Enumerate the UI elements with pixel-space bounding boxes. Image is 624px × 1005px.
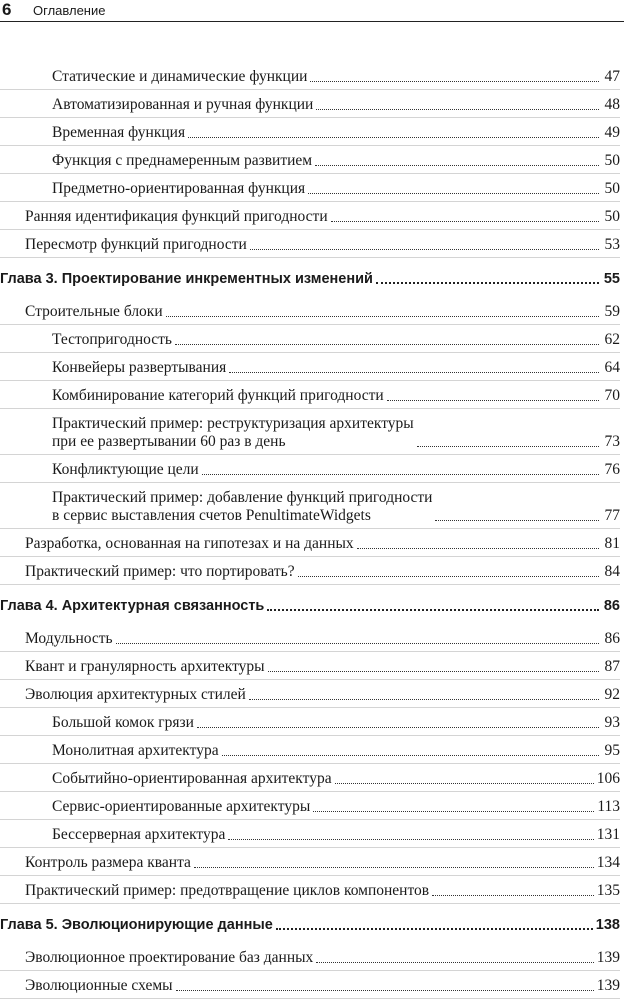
toc-entry-title: Предметно-ориентированная функция (52, 180, 306, 197)
toc-entry[interactable] (0, 854, 620, 876)
toc-entry-page-number: 59 (604, 303, 620, 320)
dot-leader (228, 839, 593, 840)
toc-entry[interactable] (0, 180, 620, 202)
toc-entry[interactable] (0, 770, 620, 792)
dot-leader (116, 643, 599, 644)
toc-entry-title: Временная функция (52, 124, 186, 141)
dot-leader (176, 990, 594, 991)
toc-entry[interactable] (0, 882, 620, 904)
toc-entry-page-number: 93 (604, 714, 620, 731)
toc-entry[interactable] (0, 489, 620, 529)
running-title: Оглавление (33, 3, 106, 18)
toc-entry-title: Монолитная архитектура (52, 742, 219, 759)
toc-entry-page-number: 47 (604, 68, 620, 85)
dot-leader (298, 576, 599, 577)
toc-entry-page-number: 50 (604, 180, 620, 197)
toc-entry[interactable] (0, 686, 620, 708)
toc-entry[interactable] (0, 798, 620, 820)
toc-entry-page-number: 53 (604, 236, 620, 253)
toc-entry-title: Эволюционные схемы (25, 977, 173, 994)
toc-entry-title: Тестопригодность (52, 331, 172, 348)
dot-leader (376, 282, 599, 284)
toc-entry-page-number: 76 (604, 461, 620, 478)
toc-entry[interactable] (0, 236, 620, 258)
toc-entry-title: Конфликтующие цели (52, 461, 199, 478)
toc-entry[interactable] (0, 535, 620, 557)
header-rule (0, 21, 624, 22)
toc-entry-title: Ранняя идентификация функций пригодности (25, 208, 328, 225)
toc-entry-title: Контроль размера кванта (25, 854, 191, 871)
dot-leader (417, 446, 599, 447)
toc-entry-page-number: 113 (597, 798, 620, 815)
dot-leader (432, 895, 594, 896)
toc-entry-page-number: 84 (604, 563, 620, 580)
toc-entry[interactable] (0, 124, 620, 146)
toc-entry-page-number: 86 (603, 598, 620, 614)
toc-entry-title: Практический пример: предотвращение циклов компонентов (25, 882, 430, 899)
toc-entry-title: Пересмотр функций пригодности (25, 236, 247, 253)
dot-leader (197, 727, 599, 728)
page-number: 6 (2, 0, 12, 19)
toc-entry-title: Глава 5. Эволюционирующие данные (0, 917, 273, 933)
toc-entry-page-number: 95 (604, 742, 620, 759)
toc-entry-title: Строительные блоки (25, 303, 163, 320)
dot-leader (175, 344, 599, 345)
toc-entry-page-number: 62 (604, 331, 620, 348)
dot-leader (316, 109, 599, 110)
toc-entry-title: Бессерверная архитектура (52, 826, 226, 843)
toc-entry[interactable] (0, 658, 620, 680)
toc-entry-title: Эволюция архитектурных стилей (25, 686, 246, 703)
toc-chapter-entry[interactable] (0, 916, 620, 937)
dot-leader (188, 137, 599, 138)
toc-entry-page-number: 134 (596, 854, 620, 871)
toc-chapter-entry[interactable] (0, 597, 620, 618)
toc-entry-title: Комбинирование категорий функций пригодности (52, 387, 384, 404)
dot-leader (202, 474, 599, 475)
toc-entry-page-number: 92 (604, 686, 620, 703)
toc-entry-title: Эволюционное проектирование баз данных (25, 949, 314, 966)
toc-entry-title: Практический пример: реструктуризация архитектуры при ее развертывании 60 раз в день (52, 415, 414, 450)
toc-entry[interactable] (0, 630, 620, 652)
dot-leader (313, 811, 594, 812)
toc-entry-page-number: 106 (596, 770, 620, 787)
dot-leader (249, 699, 599, 700)
toc-entry-page-number: 49 (604, 124, 620, 141)
toc-entry-title: Модульность (25, 630, 113, 647)
dot-leader (222, 755, 599, 756)
dot-leader (331, 221, 599, 222)
toc-entry-page-number: 86 (604, 630, 620, 647)
toc-entry[interactable] (0, 826, 620, 848)
dot-leader (166, 316, 599, 317)
toc-entry-page-number: 139 (596, 977, 620, 994)
toc-entry[interactable] (0, 415, 620, 455)
toc-entry-page-number: 50 (604, 152, 620, 169)
toc-entry-page-number: 135 (596, 882, 620, 899)
toc-entry-title: Практический пример: добавление функций пригодности в сервис выставления счетов PenultimateWidgets (52, 489, 433, 524)
toc-entry[interactable] (0, 387, 620, 409)
dot-leader (315, 165, 599, 166)
toc-chapter-entry[interactable] (0, 270, 620, 291)
toc-entry[interactable] (0, 742, 620, 764)
toc-entry-title: Разработка, основанная на гипотезах и на данных (25, 535, 354, 552)
dot-leader (308, 193, 599, 194)
toc-entry[interactable] (0, 208, 620, 230)
toc-entry-title: Сервис-ориентированные архитектуры (52, 798, 311, 815)
toc-entry-page-number: 73 (604, 433, 620, 450)
table-of-contents (0, 68, 620, 1005)
toc-entry-page-number: 81 (604, 535, 620, 552)
toc-entry[interactable] (0, 714, 620, 736)
dot-leader (435, 520, 599, 521)
toc-entry-page-number: 64 (604, 359, 620, 376)
toc-entry-title: Событийно-ориентированная архитектура (52, 770, 332, 787)
toc-entry[interactable] (0, 461, 620, 483)
toc-entry-title: Статические и динамические функции (52, 68, 308, 85)
toc-entry-title: Глава 4. Архитектурная связанность (0, 598, 265, 614)
toc-entry-page-number: 50 (604, 208, 620, 225)
toc-entry[interactable] (0, 152, 620, 174)
toc-entry[interactable] (0, 96, 620, 118)
dot-leader (316, 962, 593, 963)
dot-leader (357, 548, 599, 549)
toc-entry-title: Автоматизированная и ручная функции (52, 96, 314, 113)
dot-leader (268, 671, 599, 672)
toc-entry[interactable] (0, 68, 620, 90)
dot-leader (250, 249, 599, 250)
toc-entry-page-number: 139 (596, 949, 620, 966)
toc-entry-page-number: 70 (604, 387, 620, 404)
toc-entry[interactable] (0, 949, 620, 971)
dot-leader (387, 400, 599, 401)
page-header (0, 0, 624, 22)
dot-leader (335, 783, 594, 784)
toc-entry-title: Конвейеры развертывания (52, 359, 227, 376)
toc-entry-title: Квант и гранулярность архитектуры (25, 658, 265, 675)
toc-entry-title: Практический пример: что портировать? (25, 563, 295, 580)
dot-leader (229, 372, 599, 373)
toc-entry-page-number: 77 (604, 507, 620, 524)
dot-leader (194, 867, 594, 868)
dot-leader (267, 609, 599, 611)
dot-leader (276, 928, 593, 930)
toc-entry[interactable] (0, 359, 620, 381)
toc-entry-title: Большой комок грязи (52, 714, 194, 731)
toc-entry-title: Глава 3. Проектирование инкрементных изменений (0, 271, 373, 287)
toc-entry-page-number: 87 (604, 658, 620, 675)
toc-entry[interactable] (0, 563, 620, 585)
toc-entry-title: Функция с преднамеренным развитием (52, 152, 313, 169)
toc-entry[interactable] (0, 331, 620, 353)
toc-entry-page-number: 48 (604, 96, 620, 113)
toc-entry-page-number: 55 (603, 271, 620, 287)
dot-leader (310, 81, 599, 82)
toc-entry[interactable] (0, 977, 620, 999)
toc-entry[interactable] (0, 303, 620, 325)
toc-entry-page-number: 138 (595, 917, 620, 933)
toc-entry-page-number: 131 (596, 826, 620, 843)
